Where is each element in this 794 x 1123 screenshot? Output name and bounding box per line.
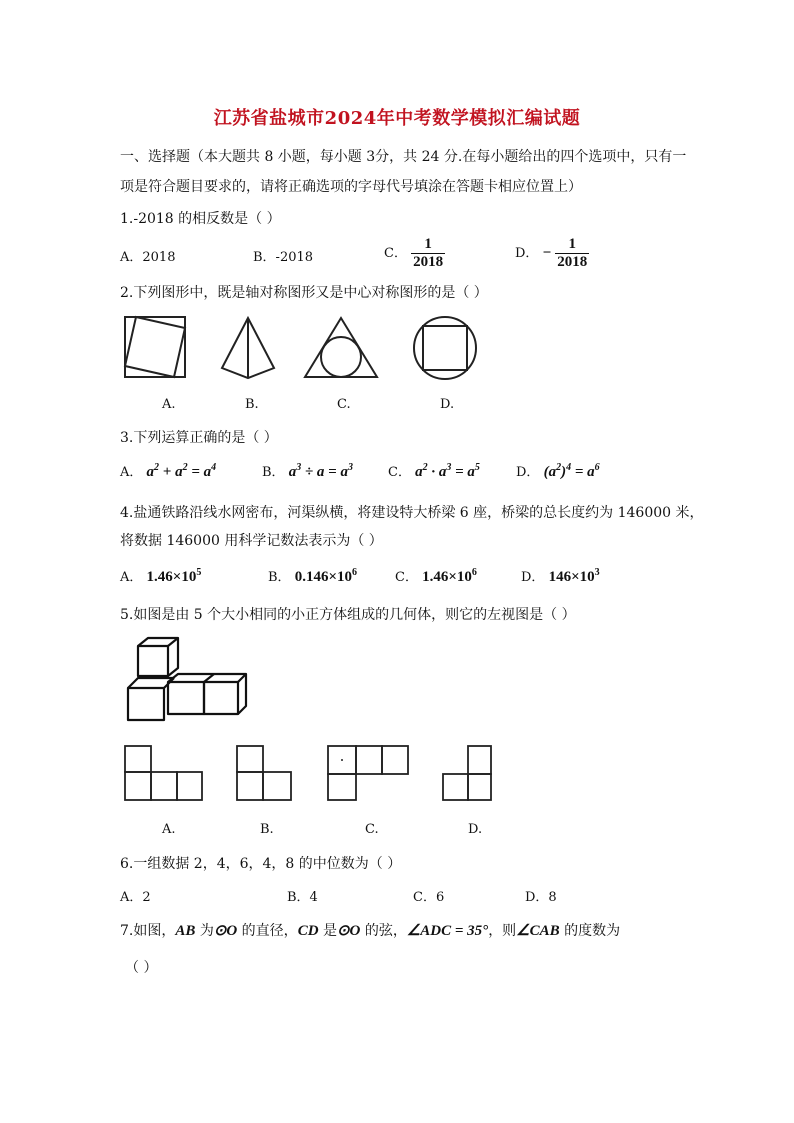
q4-option-a-value: $1.46\times 10^5$ [146,567,202,585]
q3-option-c [388,461,480,481]
q4-option-c [395,566,477,586]
q3-option-a-formula: $a^2 + a^2 = a^4$ [146,462,217,480]
q1-option-d-fraction [555,236,589,271]
q5-label-a: A. [162,822,176,837]
q4-option-b [268,566,357,586]
question-2-stem: 2.下列图形中，既是轴对称图形又是中心对称图形的是（ ） [120,285,488,301]
q4-option-b-label: B． [268,570,291,585]
q2-label-a: A. [162,397,176,412]
section-instructions-line1: 一、选择题（本大题共 8 小题，每小题 3分，共 24 分.在每小题给出的四个选项中，只有一 [120,149,687,165]
q1-option-d-minus: − [542,245,552,261]
q3-option-a [120,461,216,481]
q3-option-d-label: D． [516,465,540,480]
q7-circle-o-1: ⊙O [213,923,238,939]
q2-figures [120,312,480,382]
q2-figure-d-circle-square-icon [414,317,476,379]
q3-option-b-formula: $a^3 \div a = a^3$ [288,462,353,480]
q4-option-c-value: $1.46\times 10^6$ [422,567,477,585]
q3-option-b-label: B． [262,465,285,480]
q3-option-c-formula: $a^2 \cdot a^3 = a^5$ [415,462,480,480]
q2-label-c: C. [337,397,351,412]
q5-label-c: C. [365,822,379,837]
q1-d-numerator: 1 [555,236,589,254]
q1-option-c-label: C． [384,246,407,261]
q5-label-d: D. [468,822,483,837]
q3-option-d [516,461,600,481]
q6-option-c: C．6 [413,890,445,905]
q7-prefix: 7.如图， [120,923,176,939]
q5-view-c-icon [328,746,408,800]
q2-figure-c-triangle-circle-icon [305,318,377,377]
question-7-stem [120,920,620,940]
question-4-stem-line2: 将数据 146000 用科学记数法表示为（ ） [120,533,383,549]
q6-option-a: A．2 [120,890,151,905]
q1-c-denominator: 2018 [413,254,444,270]
q3-option-b [262,461,353,481]
q5-cube-figure-icon [124,634,250,724]
question-5-stem: 5.如图是由 5 个大小相同的小正方体组成的几何体，则它的左视图是（ ） [120,607,576,623]
q3-option-d-formula: $(a^2)^4 = a^6$ [543,462,600,480]
q7-angle-cab: ∠CAB [516,923,560,939]
q5-view-a-icon [125,746,202,800]
q3-option-c-label: C． [388,465,411,480]
q7-circle-o-2: ⊙O [336,923,361,939]
q2-figure-a-square-icon [125,317,185,377]
q7-cd: CD [297,923,319,939]
q5-option-views [120,742,500,804]
q1-option-a: A．2018 [120,250,176,265]
q7-text-6: 的度数为 [559,923,621,939]
question-7-answer-bracket: （ ） [125,960,158,976]
q6-option-d: D．8 [525,890,557,905]
q7-text-4: 的弦， [360,923,407,939]
q1-option-d-label: D． [515,246,539,261]
q4-option-a-label: A． [120,570,143,585]
q2-label-d: D. [440,397,455,412]
q4-option-b-value: $0.146\times 10^6$ [294,567,358,585]
q2-figure-b-pyramid-icon [222,318,274,378]
q3-option-a-label: A． [120,465,143,480]
q4-option-c-label: C． [395,570,418,585]
q2-label-b: B. [245,397,259,412]
q7-ab: AB [175,923,196,939]
q7-text-3: 是 [318,923,337,939]
q1-d-denominator: 2018 [557,254,588,270]
q7-text-1: 为 [195,923,214,939]
q6-option-b: B．4 [287,890,318,905]
q1-c-numerator: 1 [411,236,445,254]
q1-option-b: B．-2018 [253,250,314,265]
q4-option-d-label: D． [521,570,545,585]
question-1-stem: 1.-2018 的相反数是（ ） [120,211,281,227]
section-instructions-line2: 项是符合题目要求的，请将正确选项的字母代号填涂在答题卡相应位置上） [120,179,582,195]
q4-option-d-value: $146\times 10^3$ [548,567,600,585]
question-6-stem: 6.一组数据 2，4，6，4，8 的中位数为（ ） [120,856,402,872]
question-4-stem-line1: 4.盐通铁路沿线水网密布，河渠纵横，将建设特大桥梁 6 座，桥梁的总长度约为 146000 米， [120,505,704,521]
q5-view-d-icon [443,746,491,800]
exam-title: 江苏省盐城市2024年中考数学模拟汇编试题 [213,108,581,129]
question-3-stem: 3.下列运算正确的是（ ） [120,430,278,446]
q1-option-c [384,236,445,271]
q5-label-b: B. [260,822,274,837]
q7-text-2: 的直径， [237,923,298,939]
q1-option-c-fraction [411,236,445,271]
q4-option-a [120,566,201,586]
q1-option-d [515,236,589,271]
q7-angle-adc: ∠ADC = 35° [406,923,489,939]
q5-view-b-icon [237,746,291,800]
q7-text-5: ，则 [488,923,517,939]
q4-option-d [521,566,600,586]
